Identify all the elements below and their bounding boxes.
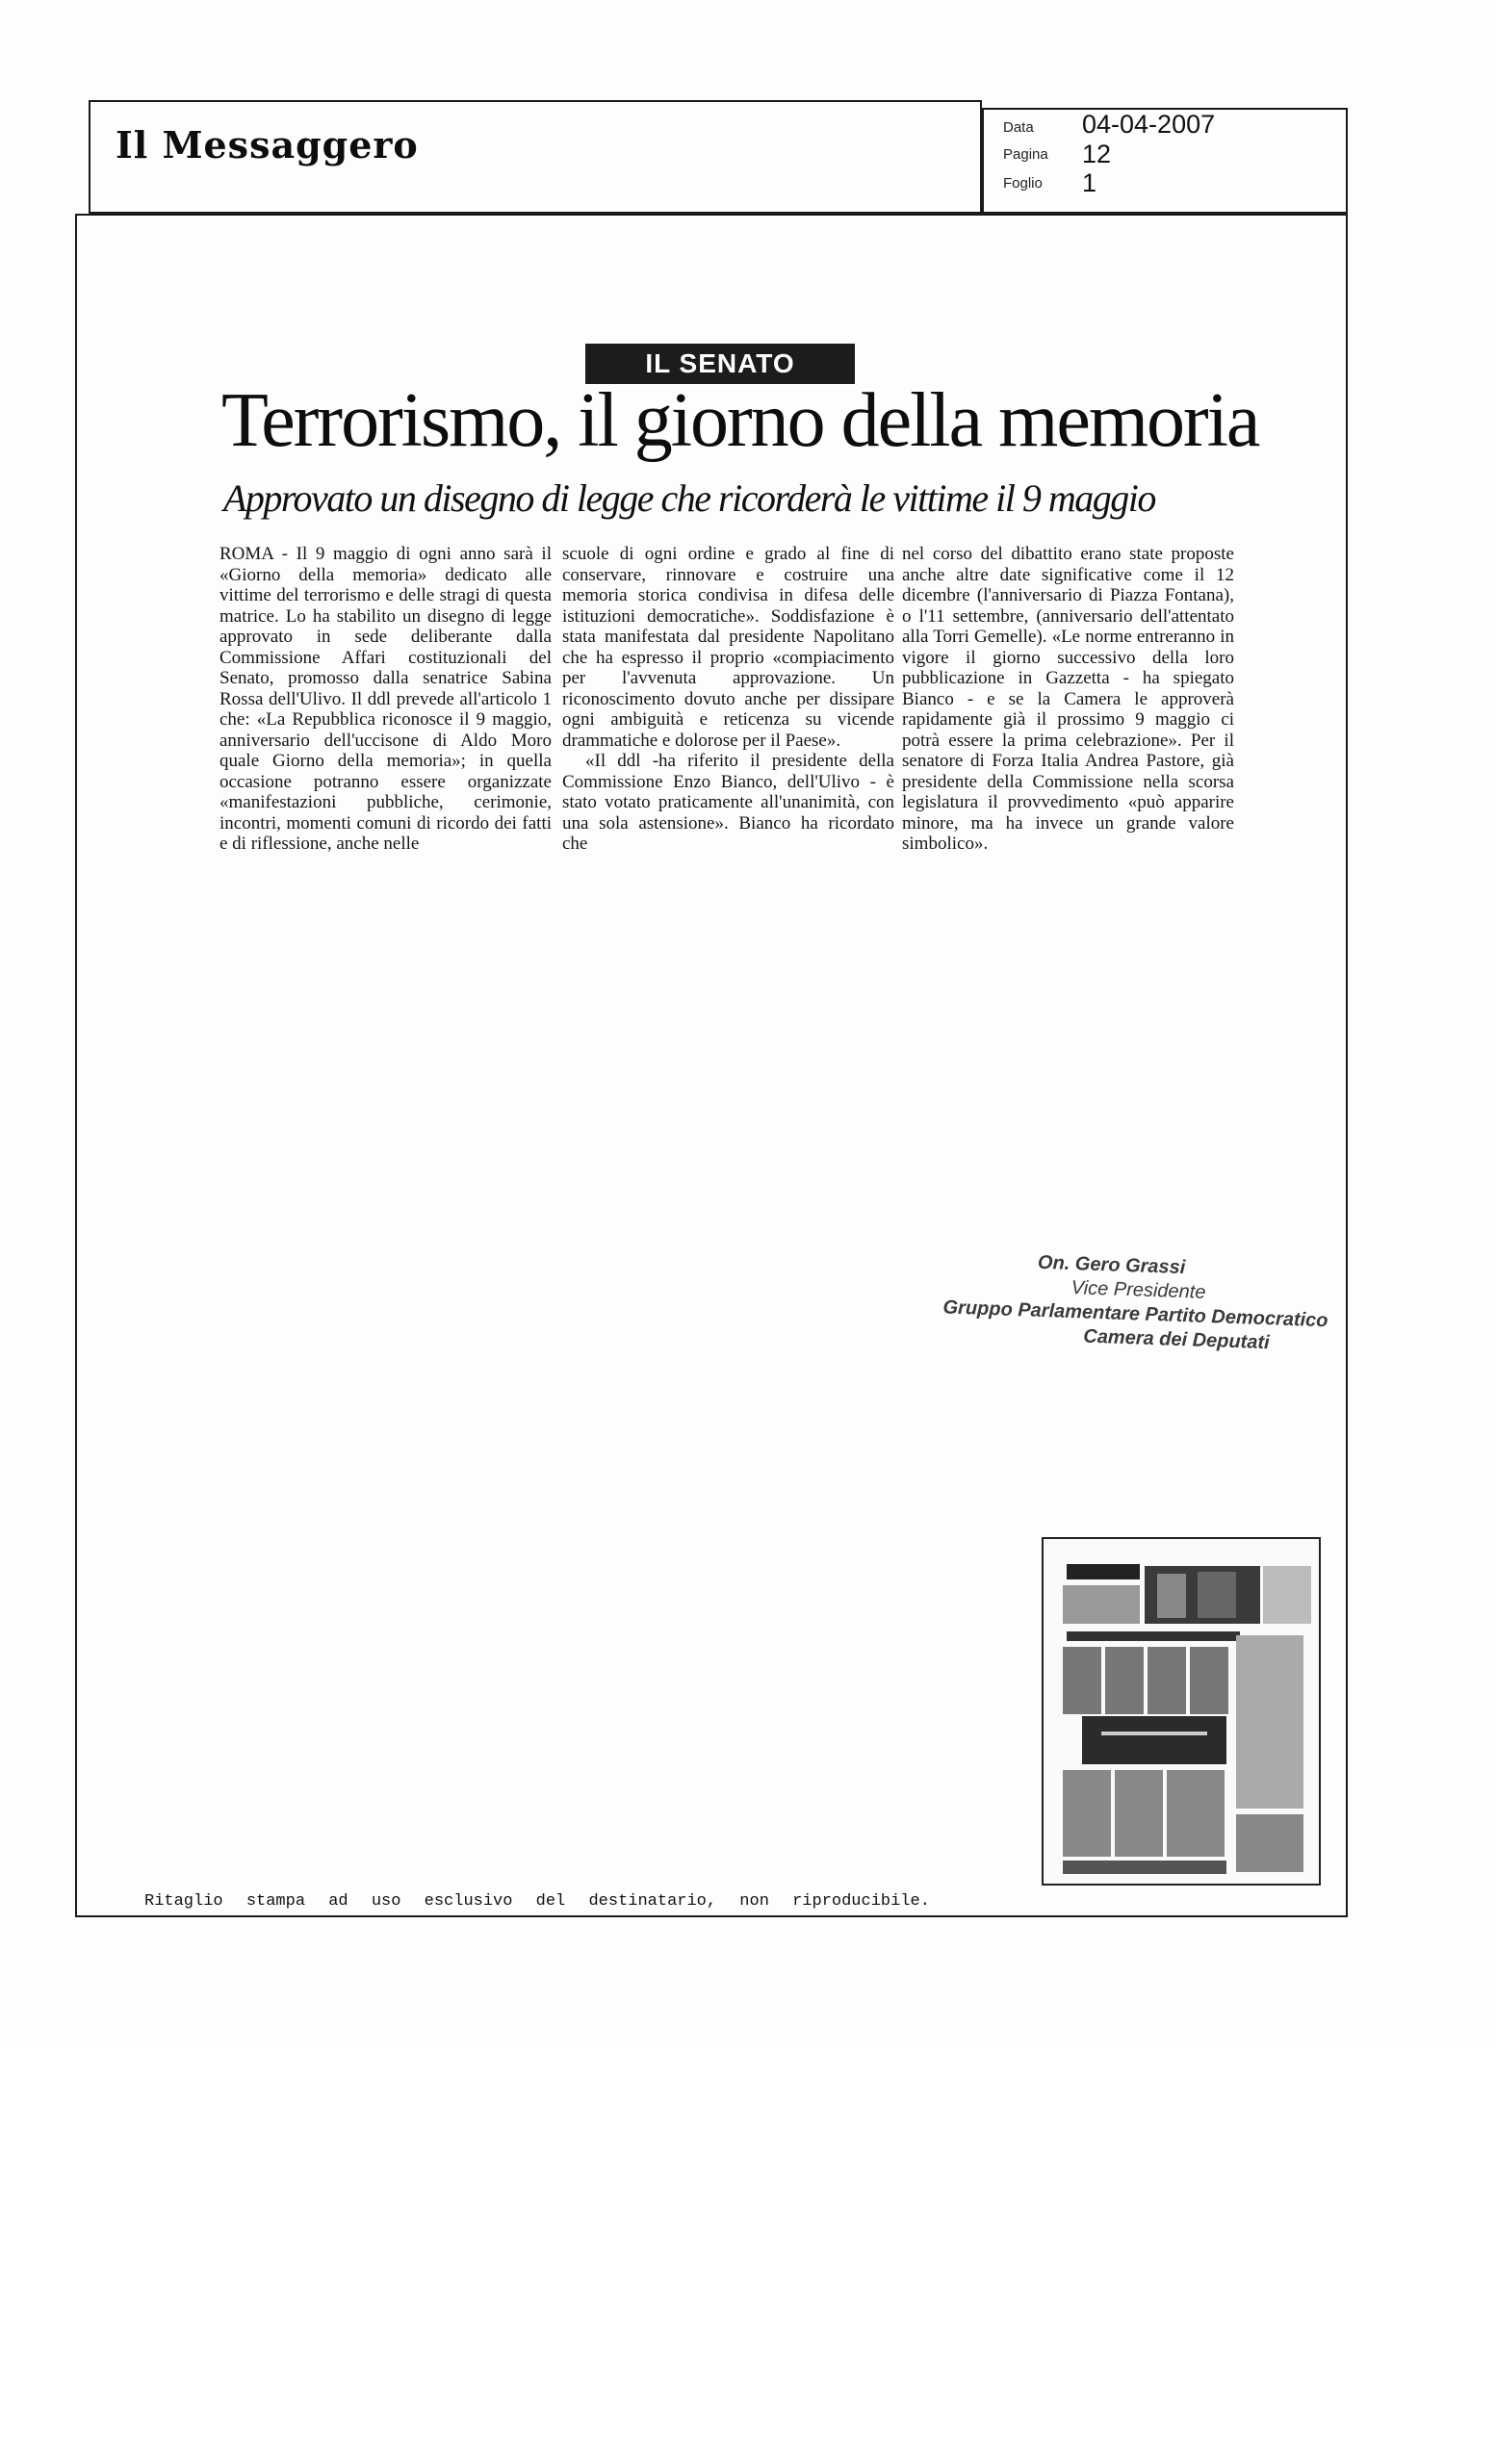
date-value: 04-04-2007 xyxy=(1082,110,1216,139)
deputy-stamp xyxy=(922,1247,1329,1358)
stamp-chamber: Camera dei Deputati xyxy=(1082,1325,1271,1354)
paragraph: ROMA - Il 9 maggio di ogni anno sarà il «Giorno della memoria» dedicato alle vittime del terrorismo e delle stragi di questa matrice. Lo ha stabilito un disegno di legge approvato in sede deliberante dalla Commissione Affari costituzionali del Senato, promosso dalla senatrice Sabina Rossa dell'Ulivo. Il ddl prevede all'articolo 1 che: «La Repubblica riconosce il 9 maggio, anniversario dell'uccisone di Aldo Moro quale Giorno della memoria»; in quella occasione potranno essere organizzate «manifestazioni pubbliche, cerimonie, incontri, momenti comuni di ricordo dei fatti e di riflessione, anche nelle xyxy=(219,544,552,854)
thumbnail-image xyxy=(1044,1539,1321,1886)
page-value: 12 xyxy=(1082,140,1112,168)
paragraph: nel corso del dibattito erano state proposte anche altre date significative come il 12 dicembre (l'anniversario di Piazza Fontana), o l'11 settembre, (anniversario dell'attentato alla Torri Gemelle). «Le norme entreranno in vigore il giorno successivo della loro pubblicazione in Gazzetta - ha spiegato Bianco - e se la Camera le approverà rapidamente già il prossimo 9 maggio ci potrà essere la prima celebrazione». Per il senatore di Forza Italia Andrea Pastore, già presidente della Commissione nella scorsa legislatura il provvedimento «può apparire minore, ma ha invece un grande valore simbolico». xyxy=(902,544,1234,854)
section-kicker: IL SENATO xyxy=(585,344,855,384)
date-label: Data xyxy=(1003,119,1034,136)
page-thumbnail xyxy=(1042,1537,1321,1886)
article-subheadline: Approvato un disegno di legge che ricorderà le vittime il 9 maggio xyxy=(223,476,1155,520)
paragraph: «Il ddl -ha riferito il presidente della Commissione Enzo Bianco, dell'Ulivo - è stato votato praticamente all'unanimità, con una sola astensione». Bianco ha ricordato che xyxy=(562,751,894,854)
sheet-label: Foglio xyxy=(1003,175,1043,192)
paragraph: scuole di ogni ordine e grado al fine di conservare, rinnovare e costruire una memoria storica condivisa in difesa delle istituzioni democratiche». Soddisfazione è stata manifestata dal presidente Napolitano che ha espresso il proprio «compiacimento per l'avvenuta approvazione. Un riconoscimento dovuto anche per dissipare ogni ambiguità e reticenza su vicende drammatiche e dolorose per il Paese». xyxy=(562,544,894,751)
reproduction-notice: Ritaglio stampa ad uso esclusivo del destinatario, non riproducibile. xyxy=(144,1892,930,1911)
article-column-3 xyxy=(902,544,1234,855)
page-label: Pagina xyxy=(1003,146,1048,163)
newspaper-logo: Il Messaggero xyxy=(116,123,419,167)
stamp-name: On. Gero Grassi xyxy=(1037,1251,1186,1279)
stamp-role: Vice Presidente xyxy=(1070,1277,1206,1303)
sheet-value: 1 xyxy=(1082,168,1097,197)
article-headline: Terrorismo, il giorno della memoria xyxy=(221,378,1259,463)
stamp-group: Gruppo Parlamentare Partito Democratico xyxy=(942,1296,1328,1332)
article-column-1 xyxy=(219,544,552,855)
article-column-2 xyxy=(562,544,894,855)
